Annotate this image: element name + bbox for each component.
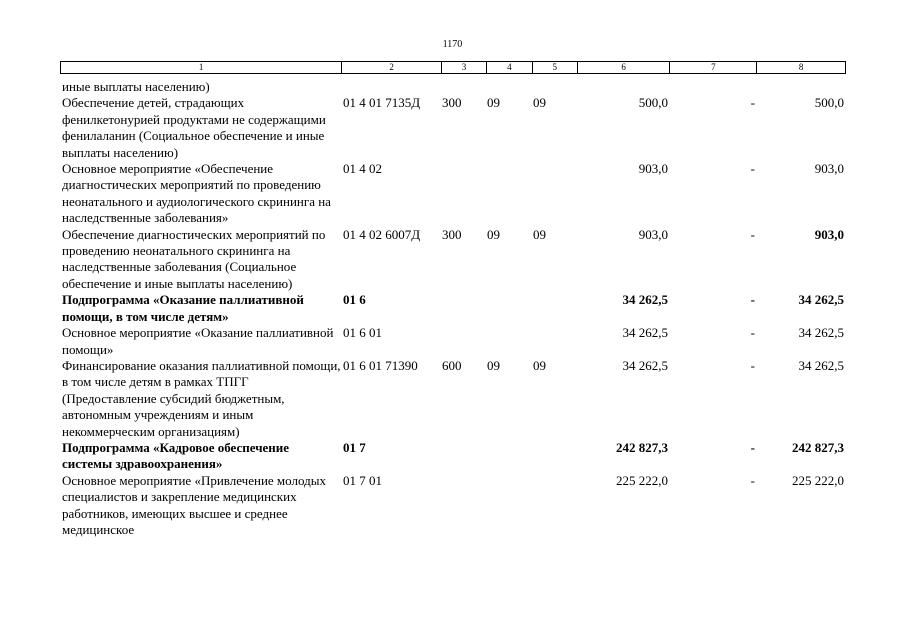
row-col8: 34 262,5 [798, 292, 844, 308]
column-header-2: 2 [342, 62, 442, 73]
row-col3: 600 [442, 357, 462, 373]
row-col6: 225 222,0 [616, 472, 668, 488]
row-description: Подпрограмма «Кадровое обеспечение системы здравоохранения» [62, 439, 290, 472]
row-col7: - [750, 95, 755, 111]
row-col8: 34 262,5 [798, 325, 844, 341]
row-description: Финансирование оказания паллиативной помощи, в том числе детям в рамках ТПГГ (Предоставление субсидий бюджетным, автономным учреждениям и иным некоммерческим организациям) [62, 357, 341, 439]
row-description: иные выплаты населению) [62, 79, 210, 94]
row-col8: 903,0 [814, 161, 844, 177]
row-col3 [442, 440, 487, 473]
table-row [60, 473, 846, 539]
row-col3 [442, 325, 487, 358]
table-row [60, 79, 846, 95]
row-col5 [533, 292, 578, 325]
table-row [60, 325, 846, 358]
row-col4: 09 [487, 357, 500, 373]
row-code [342, 79, 442, 95]
row-col7: - [750, 325, 755, 341]
row-col5: 09 [533, 357, 546, 373]
row-description: Обеспечение детей, страдающих фенилкетонурией продуктами не содержащими фенилаланин (Социальное обеспечение и иные выплаты населению) [62, 95, 326, 160]
page-number: 1170 [442, 39, 463, 50]
row-col4 [487, 325, 533, 358]
row-col7: - [750, 292, 755, 308]
row-col8: 903,0 [814, 226, 844, 242]
row-col6: 242 827,3 [616, 439, 668, 455]
row-col3: 300 [442, 95, 462, 111]
row-col4: 09 [487, 95, 500, 111]
table-row [60, 227, 846, 293]
row-col5 [533, 473, 578, 539]
row-code: 01 4 01 7135Д [343, 95, 421, 111]
column-header-4: 4 [487, 62, 533, 73]
row-code: 01 4 02 6007Д [343, 226, 421, 242]
row-col5 [533, 440, 578, 473]
row-col6: 903,0 [638, 226, 668, 242]
row-col6: 34 262,5 [622, 357, 668, 373]
row-col6 [578, 79, 671, 95]
row-col5 [533, 325, 578, 358]
column-header-1: 1 [61, 62, 342, 73]
row-col5 [533, 79, 578, 95]
row-col5: 09 [533, 95, 546, 111]
row-col4 [487, 161, 533, 227]
row-col6: 34 262,5 [622, 292, 668, 308]
row-col4: 09 [487, 226, 500, 242]
column-header-8: 8 [798, 62, 804, 72]
table-row [60, 161, 846, 227]
row-col3 [442, 79, 487, 95]
row-col7 [671, 79, 758, 95]
row-col6: 34 262,5 [622, 325, 668, 341]
row-col7: - [750, 439, 755, 455]
column-header-5: 5 [533, 62, 578, 73]
row-description: Основное мероприятие «Привлечение молодых специалистов и закрепление медицинских работников, имеющих высшее и среднее медицинское [62, 472, 326, 537]
row-col8 [758, 79, 846, 95]
row-col5 [533, 161, 578, 227]
row-description: Подпрограмма «Оказание паллиативной помощи, в том числе детям» [62, 292, 304, 324]
row-col3: 300 [442, 226, 462, 242]
row-col6: 903,0 [638, 161, 668, 177]
row-col8: 225 222,0 [792, 472, 844, 488]
row-col3 [442, 161, 487, 227]
row-code: 01 6 [343, 292, 366, 308]
table-row [60, 292, 846, 325]
table-row [60, 440, 846, 473]
row-col7: - [750, 161, 755, 177]
row-col4 [487, 473, 533, 539]
row-code: 01 4 02 [343, 161, 382, 177]
row-col6: 500,0 [638, 95, 668, 111]
row-col3 [442, 473, 487, 539]
row-col3 [442, 292, 487, 325]
column-header-6: 6 [578, 62, 671, 73]
row-code: 01 6 01 71390 [343, 357, 418, 373]
column-header-3: 3 [442, 62, 487, 73]
row-code: 01 7 01 [343, 472, 382, 488]
row-col7: - [750, 472, 755, 488]
table-body [60, 79, 846, 538]
row-col7: - [750, 357, 755, 373]
row-description: Основное мероприятие «Обеспечение диагностических мероприятий по проведению неонатального и аудиологического скрининга на наследственные заболевания» [62, 161, 331, 226]
table-row [60, 95, 846, 161]
row-code: 01 7 [343, 439, 366, 455]
row-col5: 09 [533, 226, 546, 242]
table-row [60, 358, 846, 440]
row-col4 [487, 440, 533, 473]
table-header [60, 61, 846, 74]
row-col8: 242 827,3 [792, 439, 844, 455]
row-description: Обеспечение диагностических мероприятий по проведению неонатального скрининга на наследственные заболевания (Социальное обеспечение и иные выплаты населению) [62, 226, 326, 291]
row-col8: 500,0 [814, 95, 844, 111]
column-header-7: 7 [670, 62, 757, 73]
row-col7: - [750, 226, 755, 242]
row-col4 [487, 292, 533, 325]
row-col4 [487, 79, 533, 95]
row-code: 01 6 01 [343, 325, 382, 341]
row-description: Основное мероприятие «Оказание паллиативной помощи» [62, 325, 334, 357]
row-col8: 34 262,5 [798, 357, 844, 373]
